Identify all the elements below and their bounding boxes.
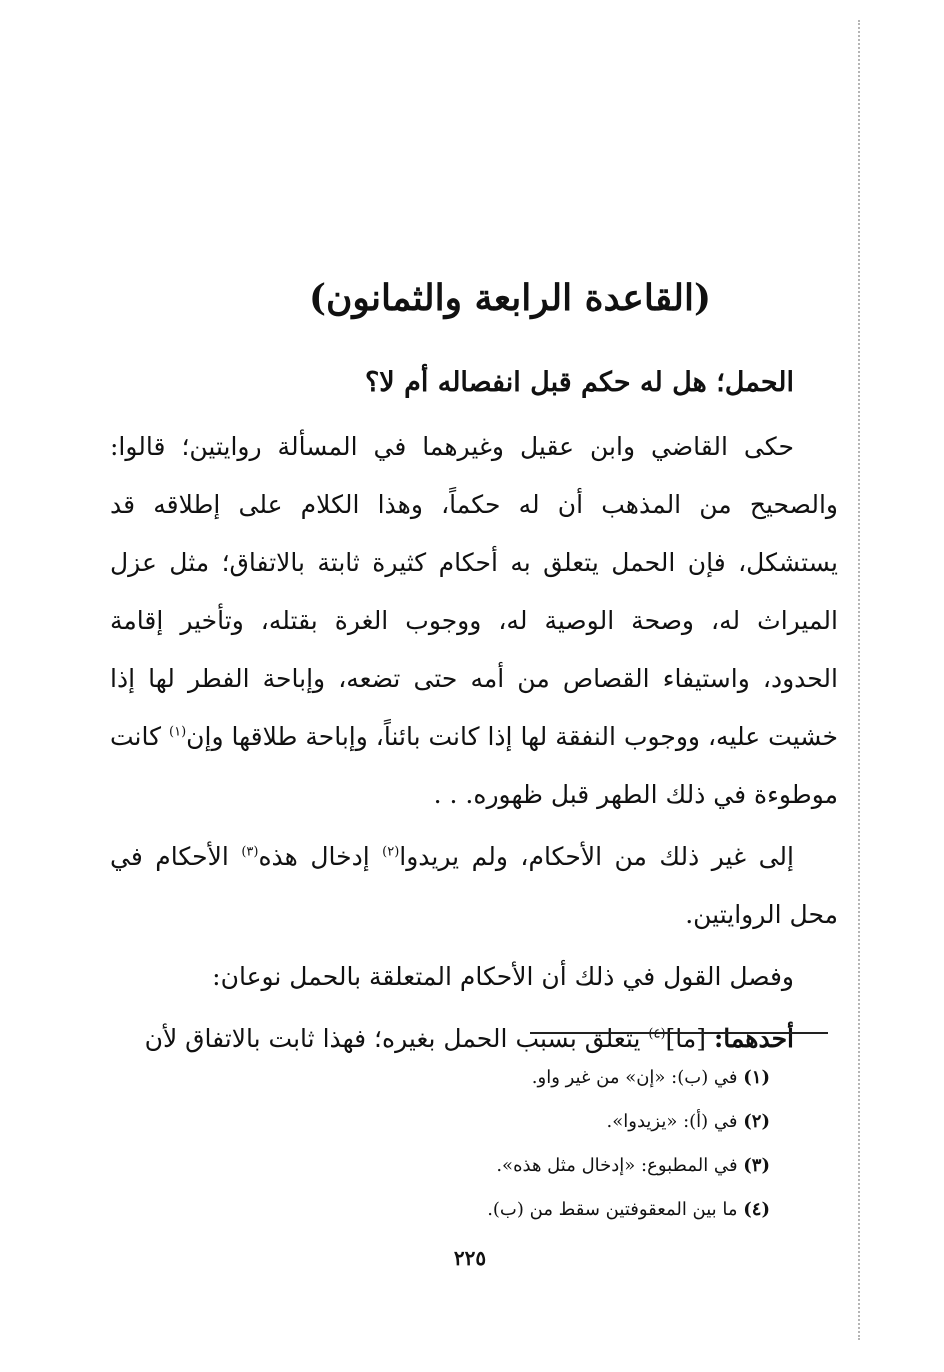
footnote-ref-4[interactable]: (٤) [648, 1026, 666, 1042]
footnote-2 [200, 1100, 770, 1144]
paragraph-2-text-a: إلى غير ذلك من الأحكام، ولم يريدوا [399, 842, 794, 871]
rule-title: (القاعدة الرابعة والثمانون) [308, 277, 712, 320]
footnote-ref-3[interactable]: (٣) [241, 844, 259, 860]
paragraph-4-text-b: يتعلق بسبب الحمل بغيره؛ فهذا ثابت بالاتفاق لأن [144, 1024, 649, 1053]
paragraph-4-lead: أحدهما: [713, 1024, 794, 1053]
paragraph-4-text-a: [ما] [665, 1024, 714, 1053]
footnote-3-number: (٣) [743, 1155, 770, 1176]
paragraph-2 [110, 828, 838, 944]
main-text [110, 360, 838, 1068]
footnote-ref-1[interactable]: (١) [169, 724, 187, 740]
footnote-4-number: (٤) [743, 1199, 770, 1220]
page-number: ٢٢٥ [453, 1246, 487, 1270]
footnote-ref-2[interactable]: (٢) [382, 844, 400, 860]
footnote-3 [200, 1144, 770, 1188]
footnote-divider [530, 1032, 828, 1034]
footnote-4-text: ما بين المعقوفتين سقط من (ب). [487, 1199, 744, 1220]
footnote-2-text: في (أ): «يزيدوا». [606, 1111, 744, 1132]
footnote-4 [200, 1188, 770, 1232]
paragraph-2-text-c: الأحكام في محل الروايتين. [110, 842, 838, 929]
section-question: الحمل؛ هل له حكم قبل انفصاله أم لا؟ [364, 367, 794, 398]
paragraph-1 [110, 418, 838, 824]
footnotes [200, 1056, 770, 1232]
footnote-3-text: في المطبوع: «إدخال مثل هذه». [496, 1155, 744, 1176]
footnote-1-number: (١) [743, 1067, 770, 1088]
paragraph-3: وفصل القول في ذلك أن الأحكام المتعلقة بالحمل نوعان: [212, 962, 794, 991]
page-edge-dots [858, 20, 860, 1340]
footnote-1-text: في (ب): «إن» من غير واو. [531, 1067, 744, 1088]
paragraph-1-text-a: حكى القاضي وابن عقيل وغيرهما في المسألة روايتين؛ قالوا: والصحيح من المذهب أن له حكماً، وهذا الكلام على إطلاقه قد يستشكل، فإن الحمل يتعلق به أحكام كثيرة ثابتة بالاتفاق؛ مثل عزل الميراث له، وصحة الوصية له، ووجوب الغرة بقتله، وتأخير إقامة الحدود، واستيفاء القصاص من أمه حتى تضعه، وإباحة الفطر لها إذا خشيت عليه، ووجوب النفقة لها إذا كانت بائناً، وإباحة طلاقها وإن [110, 432, 838, 751]
footnote-1 [200, 1056, 770, 1100]
footnote-2-number: (٢) [743, 1111, 770, 1132]
paragraph-2-text-b: إدخال هذه [258, 842, 383, 871]
paragraph-1-text-b: كانت موطوءة في ذلك الطهر قبل ظهوره. . . [110, 722, 838, 809]
